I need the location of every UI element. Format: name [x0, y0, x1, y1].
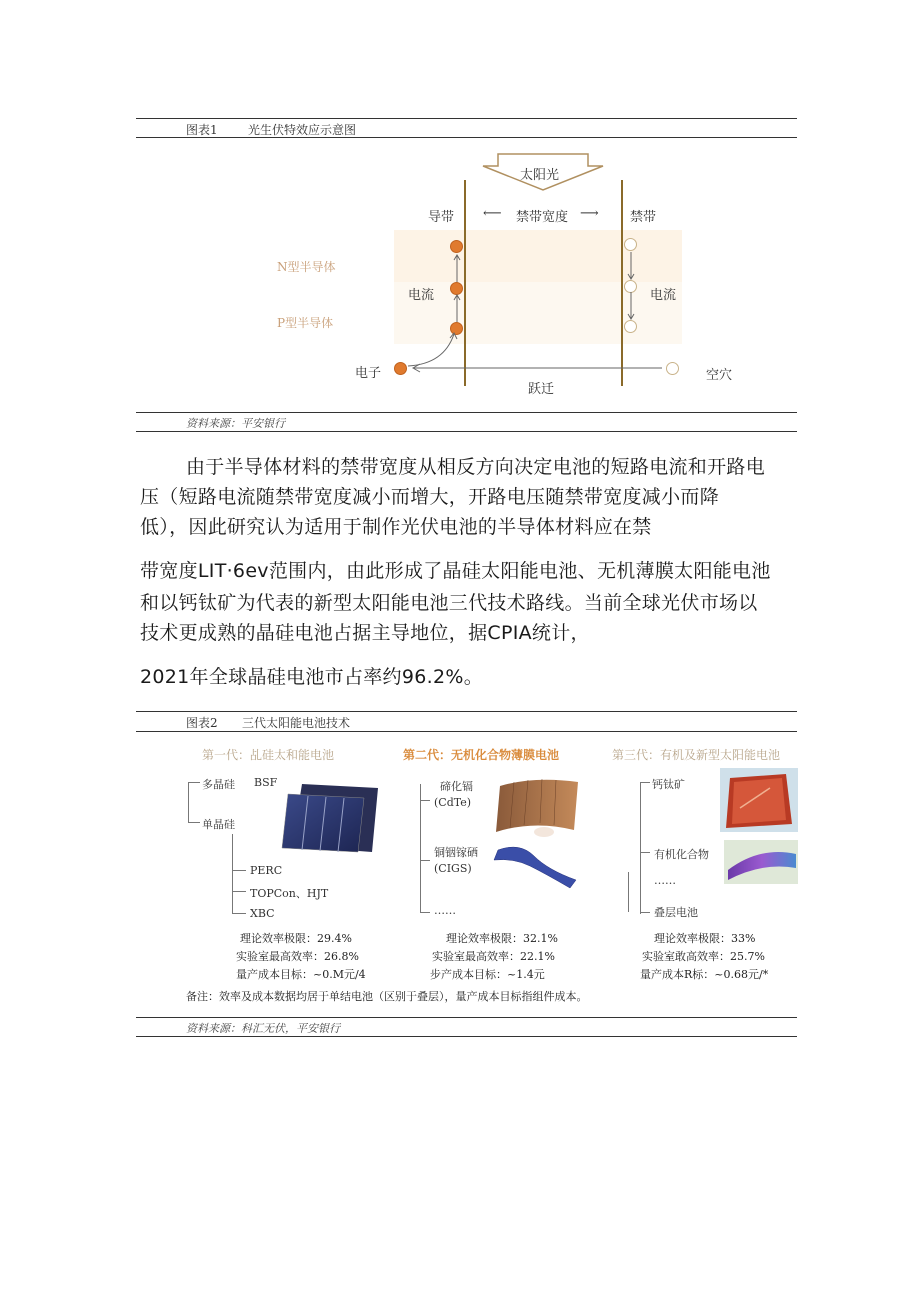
- gen2-tick: [420, 860, 430, 861]
- figure1-top-rule: [136, 118, 797, 119]
- gen3-tick: [640, 852, 650, 853]
- n-type-label: N型半导体: [277, 260, 336, 274]
- gen1-sub-bracket: [232, 834, 233, 914]
- figure1-source: 资料来源：平安银行: [186, 417, 285, 430]
- transition-arrow-icon: [410, 362, 666, 374]
- figure2-note: 备注：效率及成本数据均居于单结电池（区别于叠层），量产成本目标指组件成本。: [186, 990, 588, 1003]
- gen1-tick: [232, 913, 246, 914]
- gen3-title: 第三代：有机及新型太阳能电池: [612, 748, 781, 762]
- gen3-item: 钙钛矿: [652, 778, 685, 791]
- gen1-item: XBC: [250, 907, 275, 920]
- bandgap-arrow-right-icon: ⟶: [580, 206, 599, 221]
- figure1-caption-rule: [136, 137, 797, 138]
- gen1-stat: 实验室最高效率：26.8%: [236, 950, 359, 963]
- bandgap-label: 禁带宽度: [516, 210, 569, 225]
- gen2-item: (CIGS): [434, 862, 472, 875]
- figure1-source-rule: [136, 412, 797, 413]
- forbidden-band-label: 禁带: [630, 210, 657, 225]
- silicon-wafer-image: [280, 782, 380, 854]
- current-left-label: 电流: [408, 288, 435, 303]
- bandgap-arrow-left-icon: ⟵: [483, 206, 502, 221]
- gen1-item: PERC: [250, 864, 283, 877]
- p-type-label: P型半导体: [277, 316, 334, 330]
- gen2-stat: 实验室最高效率：22.1%: [432, 950, 555, 963]
- figure1-number: 图表1: [186, 123, 218, 137]
- gen2-item: (CdTe): [434, 796, 472, 809]
- gen1-tick: [232, 891, 246, 892]
- gen2-tick: [420, 800, 430, 801]
- gen1-title: 第一代：乩硅太和能电池: [202, 748, 335, 762]
- current-right-label: 电流: [650, 288, 677, 303]
- paragraph1-line3: 低），因此研究认为适用于制作光伏电池的半导体材料应在禁: [140, 516, 652, 538]
- transition-label: 跃迁: [528, 382, 555, 397]
- figure2-title: 三代太阳能电池技术: [242, 716, 351, 730]
- gen2-item: 碲化镉: [440, 780, 473, 793]
- gen2-stat: 理论效率极限：32.1%: [446, 932, 558, 945]
- gen2-item: ……: [434, 904, 456, 917]
- organic-cell-image: [724, 840, 798, 884]
- gen1-item: 单晶硅: [202, 818, 235, 831]
- gen1-item: 多晶硅: [202, 778, 235, 791]
- up-arrows-icon: [450, 252, 464, 324]
- figure1-bottom-rule: [136, 431, 797, 432]
- gen3-stat: 实验室敢高效率：25.7%: [642, 950, 765, 963]
- gen2-tick: [420, 912, 430, 913]
- paragraph2-line1: 带宽度LIT·6ev范围内，由此形成了晶硅太阳能电池、无机薄膜太阳能电池: [140, 560, 771, 582]
- paragraph3-line1: 2021年全球晶硅电池市占率约96.2%。: [140, 666, 484, 688]
- figure2-source-rule: [136, 1017, 797, 1018]
- gen3-stat: 理论效率极限：33%: [654, 932, 756, 945]
- gen3-stat: 量产成本R标：~0.68元/*: [640, 968, 769, 981]
- paragraph1-line2: 压（短路电流随禁带宽度减小而增大，开路电压随禁带宽度减小而降: [140, 486, 720, 508]
- figure1-caption: [186, 121, 356, 138]
- cdte-film-image: [494, 776, 584, 838]
- gen1-item: BSF: [254, 776, 278, 789]
- figure1-title: 光生伏特效应示意图: [248, 123, 357, 137]
- gen3-tick: [640, 912, 650, 913]
- gen1-tick: [232, 870, 246, 871]
- gen1-tick: [188, 782, 200, 783]
- gen1-stat: 理论效率极限：29.4%: [240, 932, 352, 945]
- gen1-stat: 量产成本目标：~0.M元/4: [236, 968, 366, 981]
- left-band-edge: [464, 180, 466, 386]
- hole-label: 空穴: [706, 368, 733, 383]
- perovskite-cell-image: [720, 768, 798, 832]
- gen2-item: 铜铟镓硒: [434, 846, 478, 859]
- paragraph1-line1: 由于半导体材料的禁带宽度从相反方向决定电池的短路电流和开路电: [186, 456, 766, 478]
- gen3-item: 叠层电池: [654, 906, 698, 919]
- conduction-band-label: 导带: [428, 210, 455, 225]
- gen2-title: 第二代：无机化合物薄膜电池: [403, 748, 560, 762]
- figure2-caption-rule: [136, 731, 797, 732]
- sunlight-label: 太阳光: [520, 168, 560, 183]
- gen1-tick: [188, 822, 200, 823]
- n-band: [394, 230, 682, 282]
- gen3-bracket: [640, 782, 641, 914]
- paragraph2-line2: 和以钙钛矿为代表的新型太阳能电池三代技术路线。当前全球光伏市场以: [140, 592, 758, 614]
- gen3-tick: [640, 782, 650, 783]
- gen2-stat: 步产成本目标：~1.4元: [430, 968, 545, 981]
- figure2-top-rule: [136, 711, 797, 712]
- gen1-bracket: [188, 782, 189, 822]
- gen2-bracket: [420, 784, 421, 912]
- cigs-film-image: [490, 840, 580, 892]
- figure2-source: 资料来源：科汇无伏，平安银行: [186, 1022, 340, 1035]
- gen3-item: 有机化合物: [654, 848, 709, 861]
- down-arrows-icon: [624, 250, 638, 322]
- gen3-item: ……: [654, 874, 676, 887]
- gen1-item: TOPCon、HJT: [250, 887, 329, 900]
- figure2-caption: [186, 714, 350, 731]
- figure2-number: 图表2: [186, 716, 218, 730]
- ground-hole-dot: [666, 362, 679, 375]
- figure2-bottom-rule: [136, 1036, 797, 1037]
- right-band-edge: [621, 180, 623, 386]
- paragraph2-line3: 技术更成熟的晶硅电池占据主导地位，据CPIA统计，: [140, 622, 590, 644]
- electron-label: 电子: [355, 366, 382, 381]
- gen3-sub-bracket: [628, 872, 629, 912]
